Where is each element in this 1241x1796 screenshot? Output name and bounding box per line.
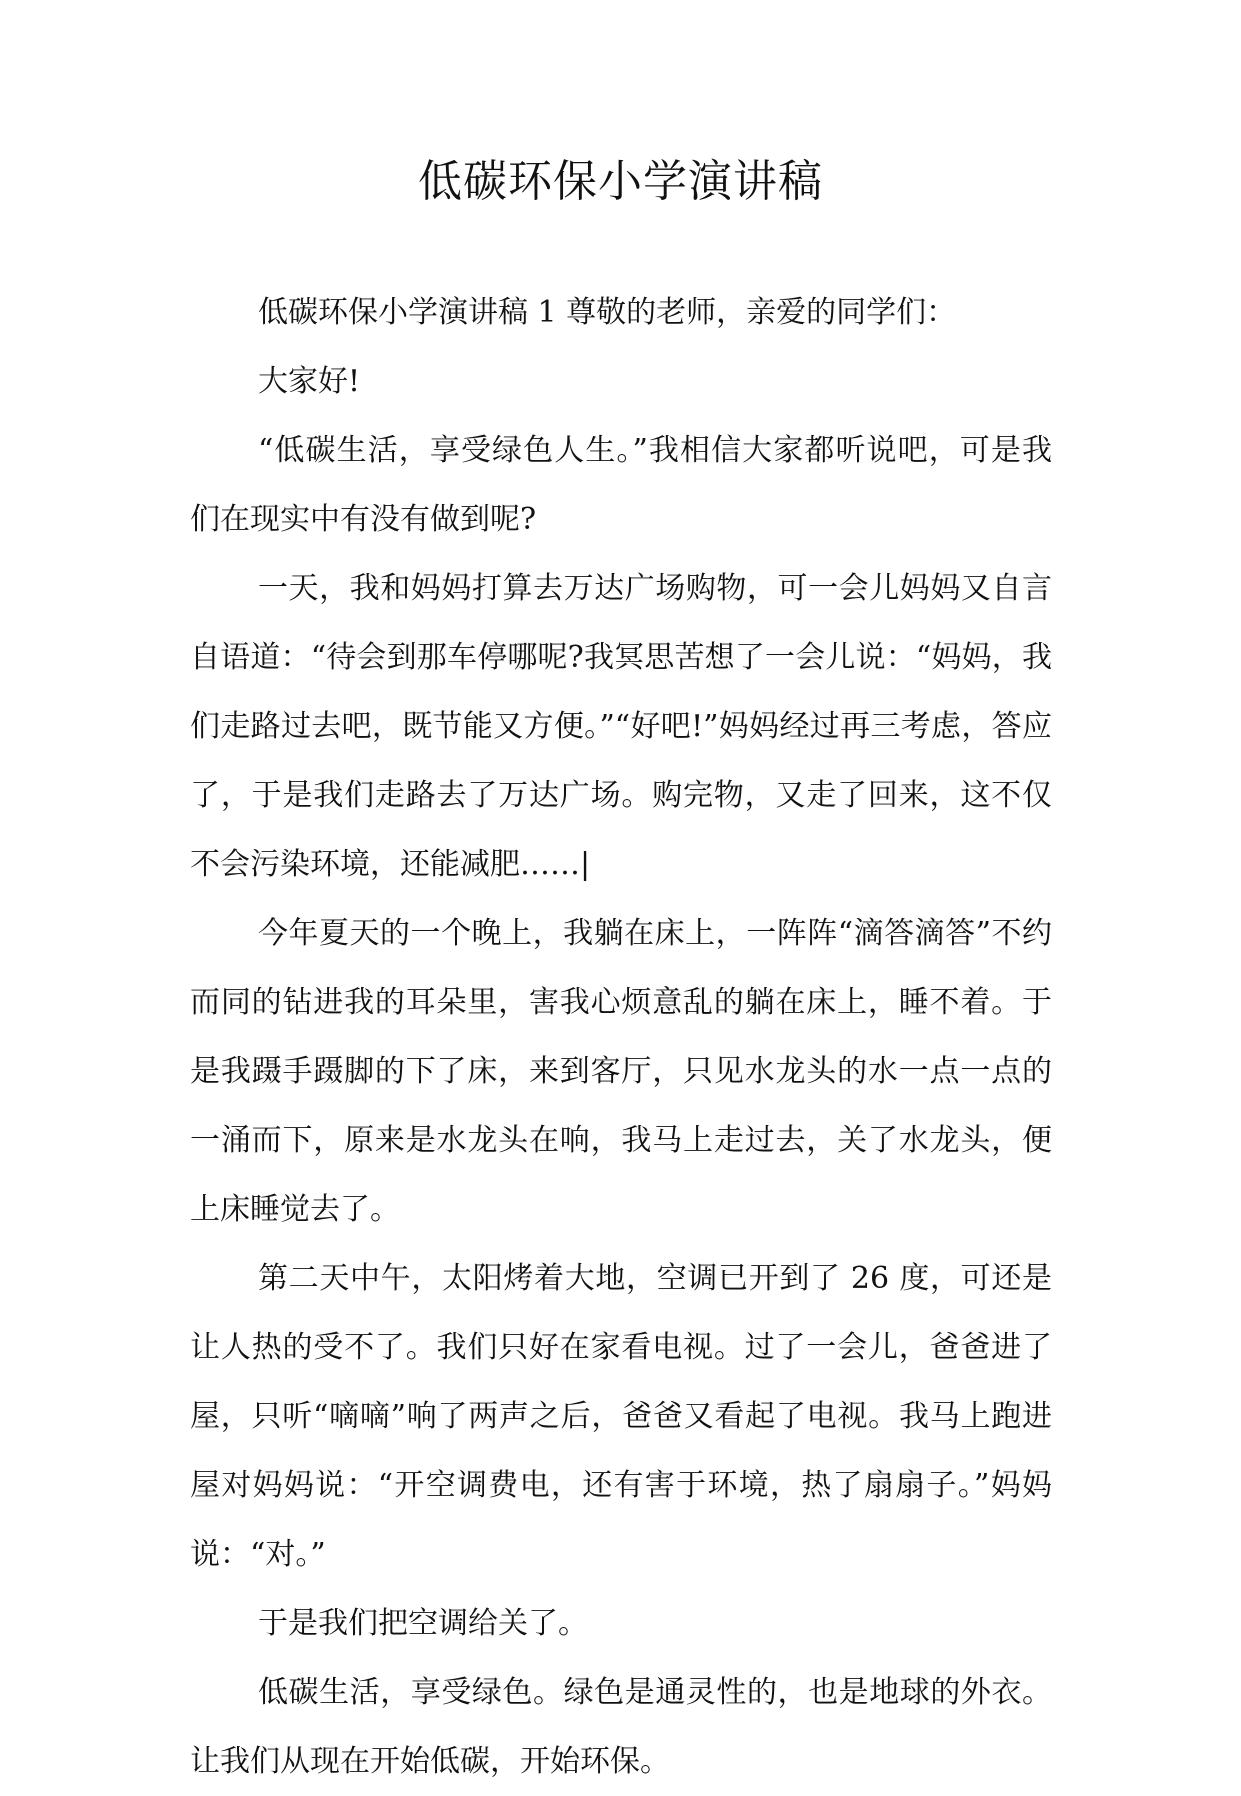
- paragraph-greeting: 低碳环保小学演讲稿 1 尊敬的老师，亲爱的同学们：: [258, 295, 957, 330]
- paragraph-conclusion: 低碳生活，享受绿色。绿色是通灵性的，也是地球的外衣。让我们从现在开始低碳，开始环保。: [190, 1675, 1052, 1779]
- document-title: 低碳环保小学演讲稿: [418, 156, 823, 207]
- paragraph-intro: “低碳生活，享受绿色人生。”我相信大家都听说吧，可是我们在现实中有没有做到呢?: [190, 433, 1052, 537]
- paragraph-air-conditioner: 第二天中午，太阳烤着大地，空调已开到了 26 度，可还是让人热的受不了。我们只好在家看电视。过了一会儿，爸爸进了屋，只听“嘀嘀”响了两声之后，爸爸又看起了电视。我马上跑进屋对妈妈说：“开空调费电，还有害于环境，热了扇扇子。”妈妈说：“对。”: [190, 1261, 1052, 1572]
- paragraph-faucet: 今年夏天的一个晚上，我躺在床上，一阵阵“滴答滴答”不约而同的钻进我的耳朵里，害我心烦意乱的躺在床上，睡不着。于是我蹑手蹑脚的下了床，来到客厅，只见水龙头的水一点一点的一涌而下，原来是水龙头在响，我马上走过去，关了水龙头，便上床睡觉去了。: [190, 916, 1052, 1227]
- document-body: [190, 278, 1052, 1796]
- paragraph-hello: 大家好!: [258, 364, 361, 399]
- paragraph-shopping: 一天，我和妈妈打算去万达广场购物，可一会儿妈妈又自言自语道：“待会到那车停哪呢?我冥思苦想了一会儿说：“妈妈，我们走路过去吧，既节能又方便。”“好吧!”妈妈经过再三考虑，答应了，于是我们走路去了万达广场。购完物，又走了回来，这不仅不会污染环境，还能减肥……|: [190, 571, 1052, 882]
- paragraph-ac-off: 于是我们把空调给关了。: [258, 1606, 588, 1641]
